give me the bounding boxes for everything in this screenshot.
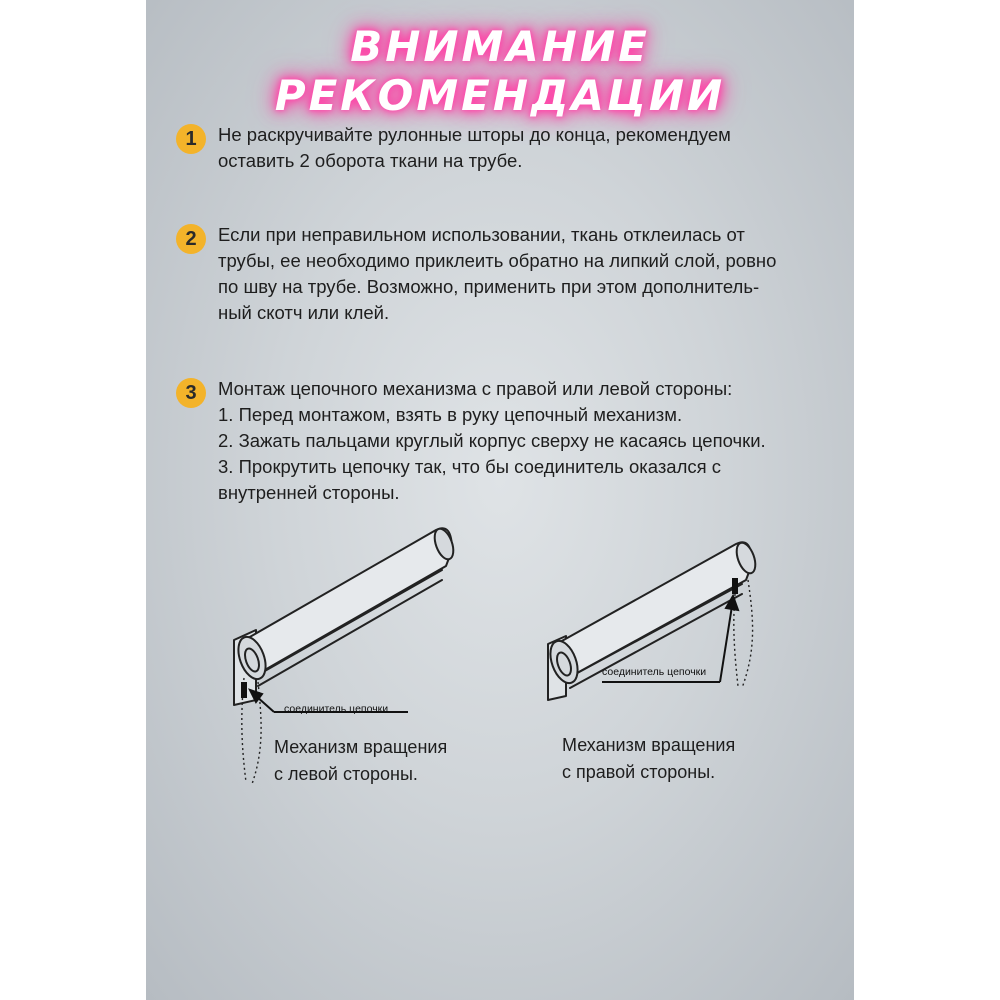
text-line: по шву на трубе. Возможно, применить при этом дополнитель- <box>218 276 760 297</box>
text-line: Монтаж цепочного механизма с правой или левой стороны: <box>218 378 733 399</box>
left-connector-label: соединитель цепочки <box>284 703 389 715</box>
right-caption <box>562 732 735 786</box>
text-line: ный скотч или клей. <box>218 302 390 323</box>
text-line: 1. Перед монтажом, взять в руку цепочный механизм. <box>218 404 683 425</box>
right-connector-label: соединитель цепочки <box>602 666 707 678</box>
left-caption-line: Механизм вращения <box>274 737 448 757</box>
right-caption-line: с правой стороны. <box>562 762 716 782</box>
text-line: внутренней стороны. <box>218 482 400 503</box>
text-line: трубы, ее необходимо приклеить обратно на липкий слой, ровно <box>218 250 777 271</box>
number-badge-2: 2 <box>176 224 206 254</box>
number-badge-3: 3 <box>176 378 206 408</box>
text-line: 2. Зажать пальцами круглый корпус сверху не касаясь цепочки. <box>218 430 766 451</box>
mounting-diagrams <box>146 500 854 830</box>
page-title: ВНИМАНИЕ РЕКОМЕНДАЦИИ <box>274 22 726 120</box>
left-caption <box>274 734 447 788</box>
text-line: 3. Прокрутить цепочку так, что бы соединитель оказался с <box>218 456 722 477</box>
recommendation-text-1 <box>218 122 838 174</box>
text-line: оставить 2 оборота ткани на трубе. <box>218 150 523 171</box>
left-caption-line: с левой стороны. <box>274 764 418 784</box>
recommendation-text-2 <box>218 222 838 326</box>
number-badge-1: 1 <box>176 124 206 154</box>
text-line: Если при неправильном использовании, ткань отклеилась от <box>218 224 745 245</box>
right-caption-line: Механизм вращения <box>562 735 736 755</box>
text-line: Не раскручивайте рулонные шторы до конца, рекомендуем <box>218 124 731 145</box>
recommendation-text-3 <box>218 376 838 506</box>
instruction-sheet <box>146 0 854 1000</box>
